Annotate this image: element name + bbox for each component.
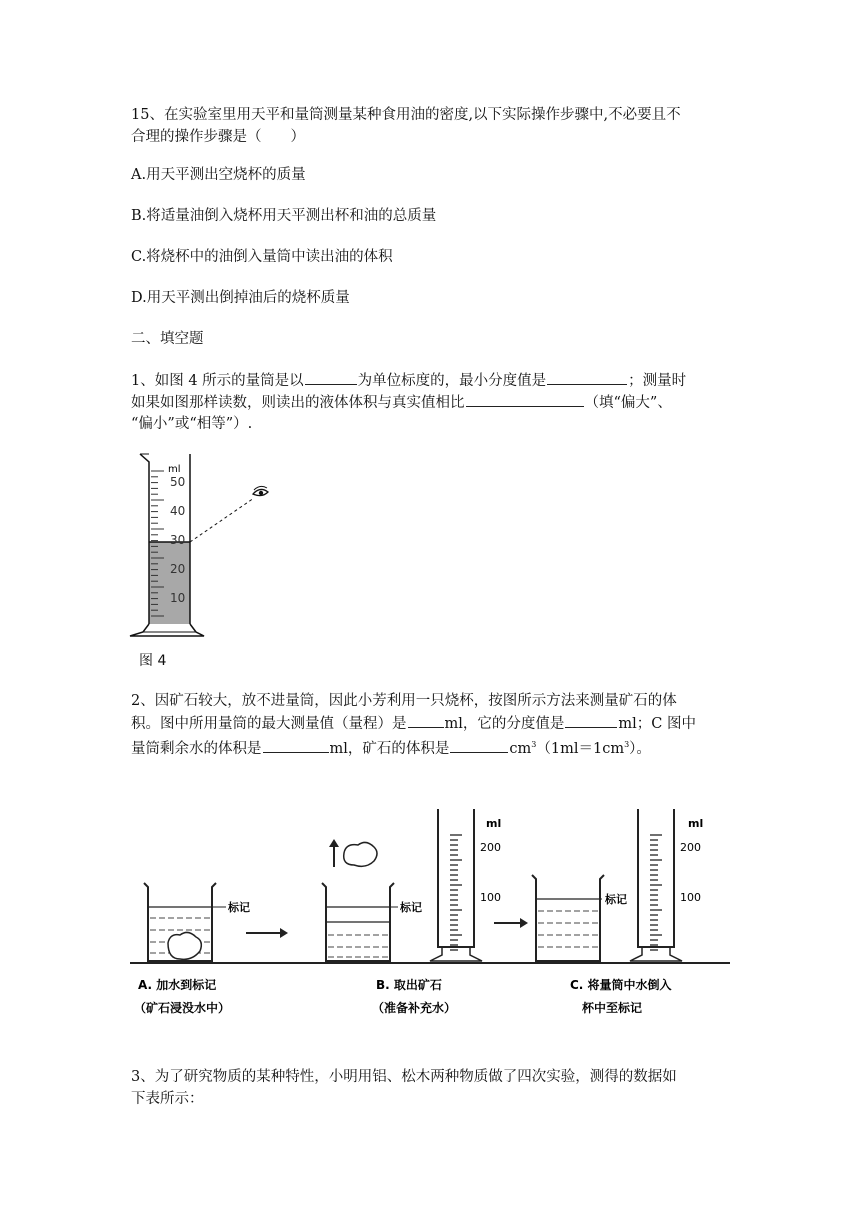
q1-text-2a: 如果如图那样读数，则读出的液体体积与真实值相比 — [131, 395, 465, 411]
q2-blank-ore-volume[interactable] — [450, 737, 508, 753]
caption-b-line1: B. 取出矿石 — [376, 978, 442, 992]
q2-line3 — [131, 734, 731, 760]
ore-rock-a — [168, 932, 201, 959]
q2-text-3c: cm — [509, 740, 532, 757]
q1-text-1b: 为单位标度的，最小分度值是 — [357, 373, 547, 389]
q2-line2 — [131, 712, 731, 735]
caption-a-line1: A. 加水到标记 — [138, 978, 217, 992]
sight-line — [190, 498, 254, 542]
q3-line1: 3、为了研究物质的某种特性，小明用铝、松木两种物质做了四次实验，测得的数据如 — [131, 1069, 677, 1085]
q1-line3: “偏小”或“相等”）. — [131, 416, 253, 432]
q2-text-2b: ml，它的分度值是 — [444, 716, 565, 732]
tick-label-10: 10 — [170, 591, 186, 605]
figure-4-graduated-cylinder — [128, 450, 288, 640]
beaker-c — [532, 875, 627, 961]
arrow-up-icon — [329, 839, 339, 867]
q2-text-3e: ）。 — [629, 740, 651, 757]
q2-text-2c: ml；C 图中 — [618, 716, 696, 732]
q1-blank-compare[interactable] — [466, 391, 584, 407]
caption-b-line2: （准备补充水） — [372, 1001, 457, 1015]
q2-text-3b: ml，矿石的体积是 — [329, 740, 450, 757]
q15-option-c: C.将烧杯中的油倒入量筒中读出油的体积 — [131, 249, 393, 265]
cylinder-liquid — [149, 542, 190, 624]
cylinder-c-100: 100 — [680, 891, 701, 904]
q1-text-1a: 1、如图 4 所示的量筒是以 — [131, 373, 304, 389]
cylinder-c-unit: ml — [688, 817, 704, 830]
cylinder-b-unit: ml — [486, 817, 502, 830]
cylinder-b-200: 200 — [480, 841, 501, 854]
tick-label-40: 40 — [170, 504, 186, 518]
cylinder-c-ticks — [650, 835, 662, 950]
eye-icon — [253, 486, 268, 495]
beaker-b — [322, 839, 422, 961]
q15-option-a: A.用天平测出空烧杯的质量 — [131, 167, 306, 183]
cylinder-b-ticks — [450, 835, 462, 950]
q2-text-3d: （1ml＝1cm — [536, 740, 625, 757]
ore-rock-b — [344, 842, 377, 866]
cylinder-b — [430, 809, 501, 961]
tick-label-30: 30 — [170, 533, 186, 547]
cylinder-unit-label: ml — [168, 464, 181, 475]
q2-blank-division[interactable] — [565, 712, 617, 728]
q2-sup-1: 3 — [531, 740, 537, 749]
section-title: 二、填空题 — [131, 331, 204, 347]
arrow-right-icon — [494, 918, 528, 928]
figure-ore-measurement — [130, 795, 730, 1035]
q1-text-1c: ；测量时 — [628, 373, 687, 389]
figure-4-caption: 图 4 — [139, 653, 167, 669]
q15-stem-line2: 合理的操作步骤是（ ） — [131, 129, 305, 145]
caption-a-line2: （矿石浸没水中） — [134, 1001, 231, 1015]
mark-label-b: 标记 — [400, 901, 422, 914]
q2-text-3a: 量筒剩余水的体积是 — [131, 740, 262, 757]
q15-option-d: D.用天平测出倒掉油后的烧杯质量 — [131, 290, 350, 306]
tick-label-50: 50 — [170, 475, 186, 489]
q1-text-2b: （填“偏大”、 — [584, 395, 672, 411]
tick-label-20: 20 — [170, 562, 186, 576]
beaker-a — [144, 883, 250, 961]
cylinder-c-200: 200 — [680, 841, 701, 854]
mark-label-c: 标记 — [605, 893, 627, 906]
q2-line1: 2、因矿石较大，放不进量筒，因此小芳利用一只烧杯，按图所示方法来测量矿石的体 — [131, 693, 677, 709]
mark-label-a: 标记 — [228, 901, 250, 914]
caption-c-line2: 杯中至标记 — [582, 1001, 643, 1015]
q2-blank-remaining[interactable] — [263, 737, 329, 753]
q2-blank-range[interactable] — [408, 712, 444, 728]
q15-stem-line1: 15、在实验室里用天平和量筒测量某种食用油的密度,以下实际操作步骤中,不必要且不 — [131, 107, 681, 123]
q2-text-2a: 积。图中所用量筒的最大测量值（量程）是 — [131, 716, 407, 732]
q1-blank-unit[interactable] — [305, 369, 357, 385]
q3-line2: 下表所示： — [131, 1091, 204, 1107]
q1-line2 — [131, 391, 731, 414]
arrow-right-icon — [246, 928, 288, 938]
q2-sup-2: 3 — [624, 740, 630, 749]
cylinder-b-100: 100 — [480, 891, 501, 904]
cylinder-base — [130, 624, 204, 636]
q15-option-b: B.将适量油倒入烧杯用天平测出杯和油的总质量 — [131, 208, 437, 224]
caption-c-line1: C. 将量筒中水倒入 — [570, 978, 672, 992]
q1-blank-division[interactable] — [547, 369, 627, 385]
q1-line1 — [131, 369, 731, 392]
cylinder-c — [630, 809, 703, 961]
